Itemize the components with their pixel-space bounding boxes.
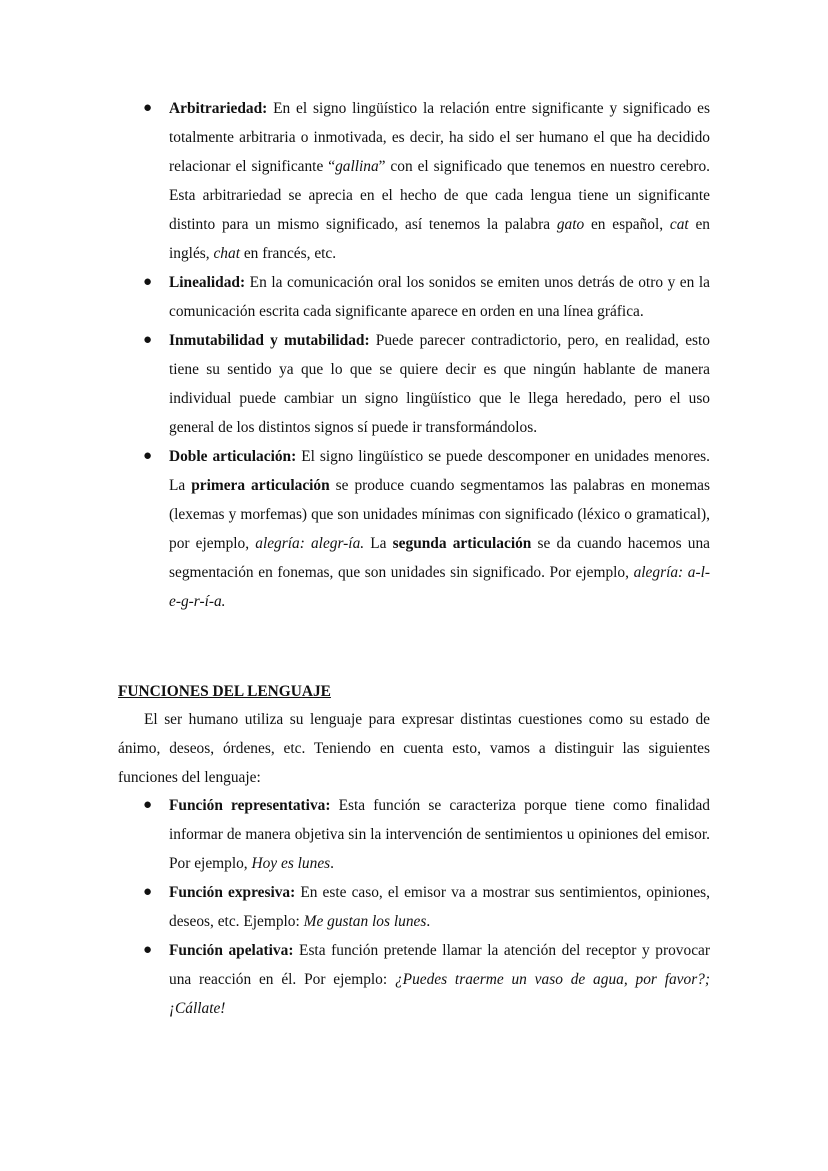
sign-properties-list: [0, 94, 828, 616]
bullet-icon: ●: [143, 797, 153, 813]
term-arbitrariedad: Arbitrariedad:: [169, 100, 268, 117]
bullet-icon: ●: [143, 332, 153, 348]
bullet-icon: ●: [143, 274, 153, 290]
bullet-icon: ●: [143, 942, 153, 958]
bullet-icon: ●: [143, 884, 153, 900]
term-linealidad: Linealidad:: [169, 274, 246, 291]
section-heading: FUNCIONES DEL LENGUAJE: [118, 683, 331, 700]
bullet-icon: ●: [143, 100, 153, 116]
term-doble-articulacion: Doble articulación:: [169, 448, 297, 465]
term-funcion-expresiva: Función expresiva:: [169, 884, 296, 901]
bullet-icon: ●: [143, 448, 153, 464]
term-funcion-apelativa: Función apelativa:: [169, 942, 294, 959]
list-item-inmutabilidad: ● Inmutabilidad y mutabilidad: Puede parecer contradictorio, pero, en realidad, esto tiene su sentido ya que lo que se quiere decir es que ningún hablante de manera individual puede cambiar un signo lingüístico que le llega heredado, pero el uso general de los distintos signos sí puede ir transformándolos.: [0, 326, 828, 442]
list-item-arbitrariedad: ● Arbitrariedad: En el signo lingüístico la relación entre significante y significado es totalmente arbitraria o inmotivada, es decir, ha sido el ser humano el que ha decidido relacionar el significante “gallina” con el significado que tenemos en nuestro cerebro. Esta arbitrariedad se aprecia en el hecho de que cada lengua tiene un significante distinto para un mismo significado, así tenemos la palabra gato en español, cat en inglés, chat en francés, etc.: [0, 94, 828, 268]
list-item-funcion-representativa: ● Función representativa: Esta función se caracteriza porque tiene como finalidad informar de manera objetiva sin la intervención de sentimientos u opiniones del emisor. Por ejemplo, Hoy es lunes.: [0, 791, 828, 878]
list-item-funcion-apelativa: ● Función apelativa: Esta función pretende llamar la atención del receptor y provocar una reacción en él. Por ejemplo: ¿Puedes traerme un vaso de agua, por favor?; ¡Cállate!: [0, 936, 828, 1023]
term-inmutabilidad: Inmutabilidad y mutabilidad:: [169, 332, 370, 349]
term-funcion-representativa: Función representativa:: [169, 797, 331, 814]
list-item-funcion-expresiva: ● Función expresiva: En este caso, el emisor va a mostrar sus sentimientos, opiniones, deseos, etc. Ejemplo: Me gustan los lunes.: [0, 878, 828, 936]
language-functions-list: [0, 791, 828, 1023]
list-item-doble-articulacion: ● Doble articulación: El signo lingüístico se puede descomponer en unidades menores. La primera articulación se produce cuando segmentamos las palabras en monemas (lexemas y morfemas) que son unidades mínimas con significado (léxico o gramatical), por ejemplo, alegría: alegr-ía. La segunda articulación se da cuando hacemos una segmentación en fonemas, que son unidades sin significado. Por ejemplo, alegría: a-l-e-g-r-í-a.: [0, 442, 828, 616]
list-item-linealidad: ● Linealidad: En la comunicación oral los sonidos se emiten unos detrás de otro y en la comunicación escrita cada significante aparece en orden en una línea gráfica.: [0, 268, 828, 326]
intro-paragraph: El ser humano utiliza su lenguaje para expresar distintas cuestiones como su estado de ánimo, deseos, órdenes, etc. Teniendo en cuenta esto, vamos a distinguir las siguientes funciones del lenguaje:: [118, 711, 710, 786]
